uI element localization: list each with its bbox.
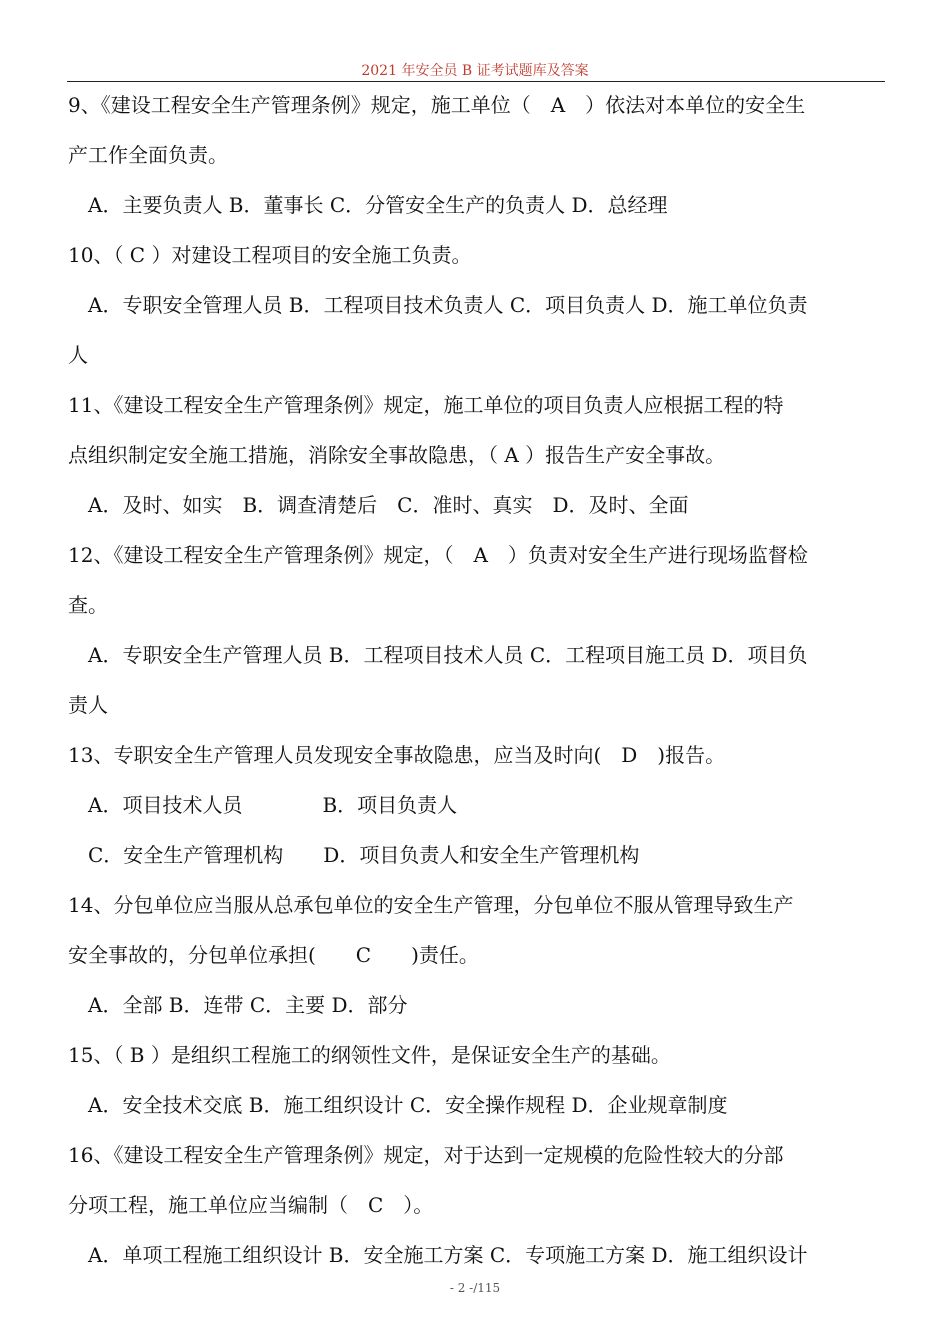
question-12-options-cont: 责人 bbox=[68, 693, 108, 717]
question-10-line-1: 10、（ C ）对建设工程项目的安全施工负责。 bbox=[68, 243, 472, 267]
page-number: - 2 -/115 bbox=[449, 1281, 501, 1295]
question-14-line-1: 14、分包单位应当服从总承包单位的安全生产管理，分包单位不服从管理导致生产 bbox=[68, 893, 794, 917]
question-15-options: A．安全技术交底 B．施工组织设计 C．安全操作规程 D．企业规章制度 bbox=[88, 1093, 728, 1117]
question-16-line-1: 16、《建设工程安全生产管理条例》规定，对于达到一定规模的危险性较大的分部 bbox=[68, 1143, 784, 1167]
question-12-options: A．专职安全生产管理人员 B．工程项目技术人员 C．工程项目施工员 D．项目负 bbox=[88, 643, 808, 667]
question-13-line-1: 13、专职安全生产管理人员发现安全事故隐患，应当及时向( D )报告。 bbox=[68, 743, 726, 767]
question-9-line-2: 产工作全面负责。 bbox=[68, 143, 228, 167]
question-11-line-2: 点组织制定安全施工措施，消除安全事故隐患，（ A ）报告生产安全事故。 bbox=[68, 443, 726, 467]
question-11-options: A．及时、如实 B．调查清楚后 C．准时、真实 D．及时、全面 bbox=[88, 493, 689, 517]
question-12-line-1: 12、《建设工程安全生产管理条例》规定，（ A ）负责对安全生产进行现场监督检 bbox=[68, 543, 808, 567]
question-11-line-1: 11、《建设工程安全生产管理条例》规定，施工单位的项目负责人应根据工程的特 bbox=[68, 393, 784, 417]
page-header-title: 2021 年安全员 B 证考试题库及答案 bbox=[361, 63, 589, 79]
question-14-line-2: 安全事故的，分包单位承担( C )责任。 bbox=[68, 943, 479, 967]
header-divider bbox=[67, 81, 885, 82]
question-10-options-cont: 人 bbox=[68, 343, 88, 367]
document-body bbox=[68, 86, 886, 1286]
question-14-options: A．全部 B．连带 C．主要 D．部分 bbox=[88, 993, 408, 1017]
question-16-options: A．单项工程施工组织设计 B．安全施工方案 C．专项施工方案 D．施工组织设计 bbox=[88, 1243, 808, 1267]
question-13-options-2: C．安全生产管理机构 D．项目负责人和安全生产管理机构 bbox=[88, 843, 640, 867]
question-16-line-2: 分项工程，施工单位应当编制（ C ）。 bbox=[68, 1193, 434, 1217]
question-10-options: A．专职安全管理人员 B．工程项目技术负责人 C．项目负责人 D．施工单位负责 bbox=[88, 293, 808, 317]
question-12-line-2: 查。 bbox=[68, 593, 108, 617]
question-15-line-1: 15、（ B ）是组织工程施工的纲领性文件，是保证安全生产的基础。 bbox=[68, 1043, 671, 1067]
question-13-options-1: A．项目技术人员 B．项目负责人 bbox=[88, 793, 458, 817]
question-9-options: A．主要负责人 B．董事长 C．分管安全生产的负责人 D．总经理 bbox=[88, 193, 668, 217]
question-9-line-1: 9、《建设工程安全生产管理条例》规定，施工单位（ A ）依法对本单位的安全生 bbox=[68, 93, 806, 117]
